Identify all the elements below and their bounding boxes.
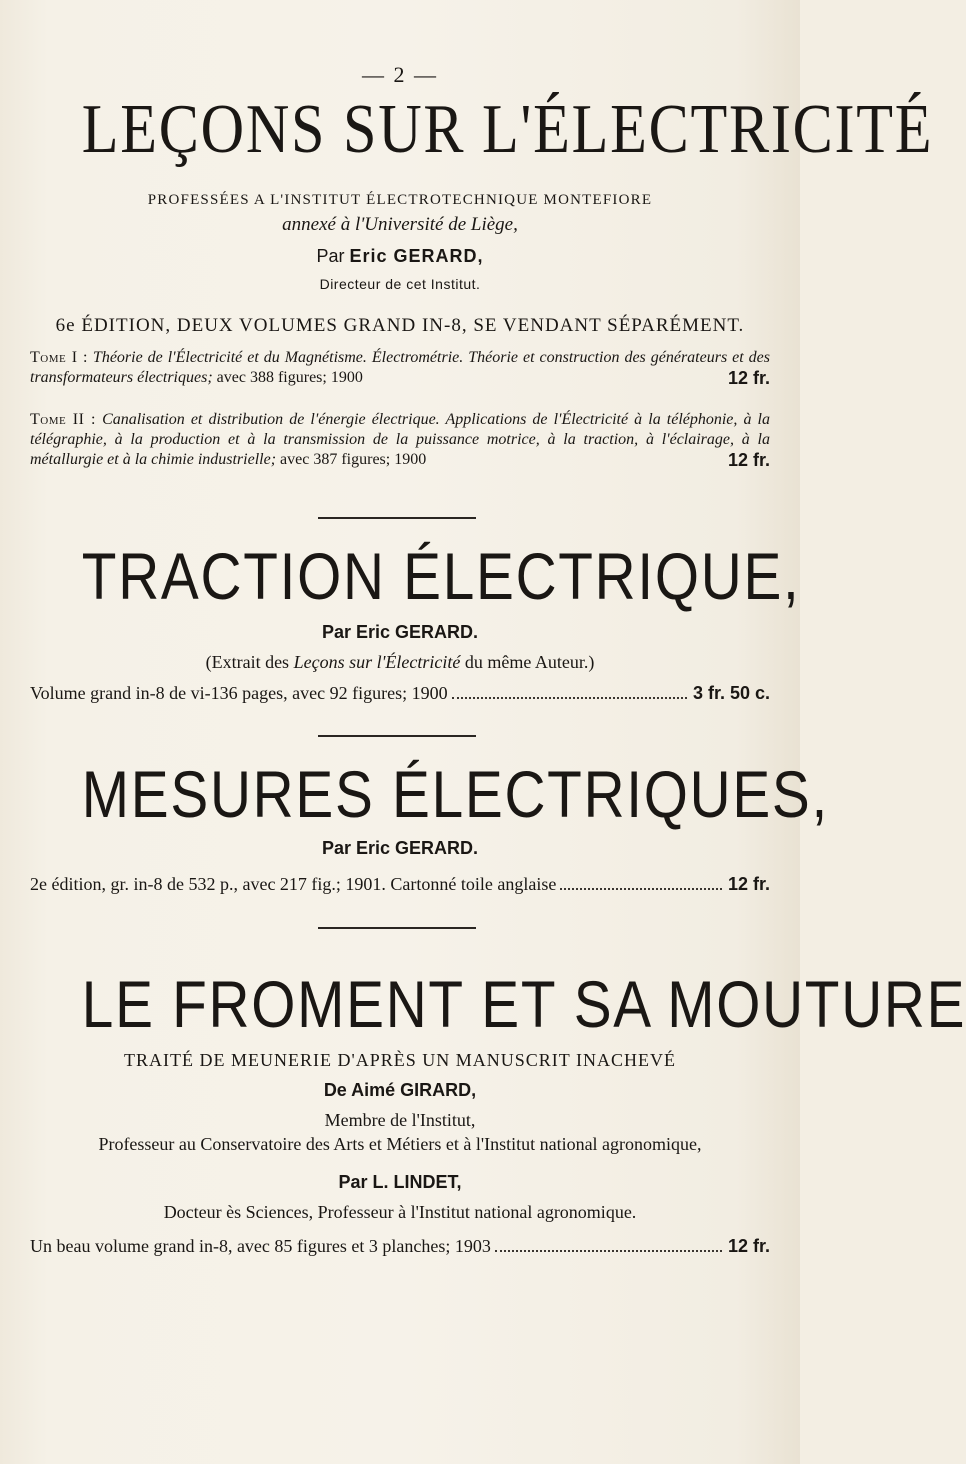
- book4-author1: De Aimé GIRARD,: [323, 1080, 477, 1100]
- book2-author: Par Eric GERARD.: [321, 622, 479, 642]
- leader-dots: [560, 888, 722, 890]
- book2-details: Volume grand in-8 de vi-136 pages, avec 92 figures; 1900: [30, 683, 448, 703]
- book2-extract-pre: (Extrait des: [205, 652, 290, 672]
- tome2-tail: avec 387 figures; 1900: [280, 451, 427, 468]
- tome1-label: Tome I :: [30, 349, 88, 366]
- book4-title: LE FROMENT ET SA MOUTURE: [81, 967, 966, 1041]
- book2-extract: [30, 652, 770, 673]
- book4-subtitle: TRAITÉ DE MEUNERIE D'APRÈS UN MANUSCRIT INACHEVÉ: [124, 1050, 676, 1070]
- book3-details: 2e édition, gr. in-8 de 532 p., avec 217 fig.; 1901. Cartonné toile anglaise: [30, 874, 557, 894]
- book4-details: Un beau volume grand in-8, avec 85 figures et 3 planches; 1903: [30, 1236, 491, 1256]
- book4-author2-role: Docteur ès Sciences, Professeur à l'Institut national agronomique.: [163, 1202, 637, 1222]
- book1-subtitle: PROFESSÉES A L'INSTITUT ÉLECTROTECHNIQUE MONTEFIORE: [147, 192, 653, 208]
- book1-role: Directeur de cet Institut.: [319, 276, 481, 292]
- book2-price: 3 fr. 50 c.: [692, 683, 770, 703]
- tome1-price: 12 fr.: [727, 368, 770, 388]
- divider-1: [318, 517, 476, 519]
- book4-details-line: [30, 1236, 770, 1257]
- book4-author2: Par L. LINDET,: [338, 1172, 462, 1192]
- leader-dots: [452, 697, 687, 699]
- book1-tome1: [30, 348, 770, 388]
- book2-details-line: [30, 683, 770, 704]
- book2-title: TRACTION ÉLECTRIQUE,: [81, 539, 801, 613]
- book4-author1-role2: Professeur au Conservatoire des Arts et Métiers et à l'Institut national agronomique,: [98, 1134, 702, 1154]
- divider-3: [318, 927, 476, 929]
- tome2-label: Tome II :: [30, 411, 96, 428]
- tome2-text: Canalisation et distribution de l'énergie électrique. Applications de l'Électricité à la téléphonie, à la télégraphie, à la production et à la transmission de la puissance motrice, à la traction, à l'éclairage, à la métallurgie et à la chimie industrielle;: [30, 411, 771, 468]
- tome2-price: 12 fr.: [727, 450, 770, 470]
- leader-dots: [495, 1250, 722, 1252]
- page-number: — 2 —: [362, 62, 438, 87]
- book3-title: MESURES ÉLECTRIQUES,: [81, 757, 830, 831]
- book1-annex: annexé à l'Université de Liège,: [282, 214, 518, 235]
- book2-extract-post: du même Auteur.): [464, 652, 595, 672]
- book3-price: 12 fr.: [727, 874, 770, 894]
- book1-tome2: [30, 410, 770, 470]
- book1-title: LEÇONS SUR L'ÉLECTRICITÉ: [81, 91, 934, 168]
- book3-details-line: [30, 874, 770, 895]
- book1-by: Par: [316, 246, 345, 266]
- book1-author-line: [30, 246, 770, 267]
- tome1-tail: avec 388 figures; 1900: [216, 369, 363, 386]
- tome1-text: Théorie de l'Électricité et du Magnétisme. Électrométrie. Théorie et construction des générateurs et des transformateurs électriques;: [30, 349, 770, 386]
- book4-author1-role1: Membre de l'Institut,: [324, 1110, 476, 1130]
- book2-extract-title: Leçons sur l'Électricité: [293, 652, 461, 672]
- book1-edition: 6e ÉDITION, DEUX VOLUMES GRAND IN-8, SE VENDANT SÉPARÉMENT.: [55, 315, 745, 336]
- book3-author: Par Eric GERARD.: [321, 838, 479, 858]
- book4-price: 12 fr.: [727, 1236, 770, 1256]
- divider-2: [318, 735, 476, 737]
- book1-author: Eric GERARD,: [349, 246, 484, 266]
